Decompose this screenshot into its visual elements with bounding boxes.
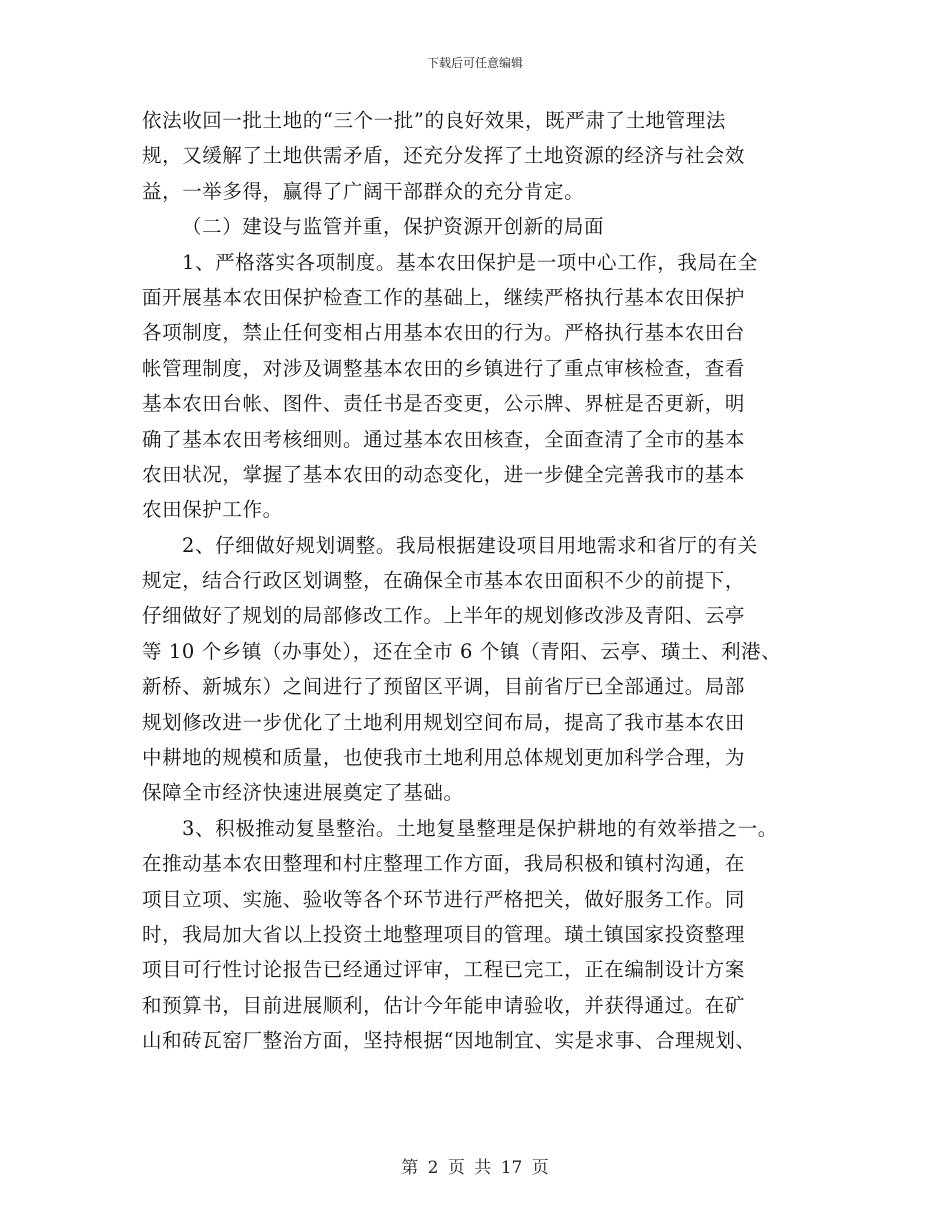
text-line: 基本农田台帐、图件、责任书是否变更，公示牌、界桩是否更新，明	[142, 392, 746, 416]
text-line: 面开展基本农田保护检查工作的基础上，继续严格执行基本农田保护	[142, 285, 746, 309]
text-line: 确了基本农田考核细则。通过基本农田核查，全面查清了全市的基本	[142, 427, 746, 451]
text-line: 等 10 个乡镇（办事处），还在全市 6 个镇（青阳、云亭、璜土、利港、	[142, 639, 782, 663]
text-line: 1、严格落实各项制度。基本农田保护是一项中心工作，我局在全	[182, 250, 758, 274]
text-line: 项目可行性讨论报告已经通过评审，工程已完工，正在编制设计方案	[142, 958, 746, 982]
text-line: 山和砖瓦窑厂整治方面，坚持根据“因地制宜、实是求事、合理规划、	[142, 1029, 756, 1053]
text-line: 和预算书，目前进展顺利，估计今年能申请验收，并获得通过。在矿	[142, 993, 746, 1017]
text-line: 各项制度，禁止任何变相占用基本农田的行为。严格执行基本农田台	[142, 321, 746, 345]
text-line: （二）建设与监管并重，保护资源开创新的局面	[182, 215, 605, 239]
document-body	[142, 103, 832, 1059]
text-line: 时，我局加大省以上投资土地整理项目的管理。璜土镇国家投资整理	[142, 922, 746, 946]
text-line: 仔细做好了规划的局部修改工作。上半年的规划修改涉及青阳、云亭	[142, 604, 746, 628]
text-line: 依法收回一批土地的“三个一批”的良好效果，既严肃了土地管理法	[142, 109, 726, 132]
text-line: 保障全市经济快速进展奠定了基础。	[142, 781, 464, 805]
text-line: 规划修改进一步优化了土地利用规划空间布局，提高了我市基本农田	[142, 710, 746, 734]
text-line: 规，又缓解了土地供需矛盾，还充分发挥了土地资源的经济与社会效	[142, 144, 746, 168]
text-line: 项目立项、实施、验收等各个环节进行严格把关，做好服务工作。同	[142, 887, 746, 911]
text-line: 3、积极推动复垦整治。土地复垦整理是保护耕地的有效举措之一。	[182, 816, 778, 840]
text-line: 中耕地的规模和质量，也使我市土地利用总体规划更加科学合理，为	[142, 746, 746, 770]
text-line: 新桥、新城东）之间进行了预留区平调，目前省厅已全部通过。局部	[142, 675, 746, 699]
text-line: 2、仔细做好规划调整。我局根据建设项目用地需求和省厅的有关	[182, 533, 758, 557]
page-number: 第 2 页 共 17 页	[401, 1158, 549, 1178]
text-line: 农田状况，掌握了基本农田的动态变化，进一步健全完善我市的基本	[142, 462, 746, 486]
text-line: 农田保护工作。	[142, 498, 283, 522]
text-line: 规定，结合行政区划调整，在确保全市基本农田面积不少的前提下，	[142, 569, 746, 593]
text-line: 益，一举多得，赢得了广阔干部群众的充分肯定。	[142, 179, 585, 203]
page-header-note: 下载后可任意编辑	[426, 56, 523, 70]
text-line: 帐管理制度，对涉及调整基本农田的乡镇进行了重点审核检查，查看	[142, 356, 746, 380]
text-line: 在推动基本农田整理和村庄整理工作方面，我局积极和镇村沟通，在	[142, 852, 746, 876]
